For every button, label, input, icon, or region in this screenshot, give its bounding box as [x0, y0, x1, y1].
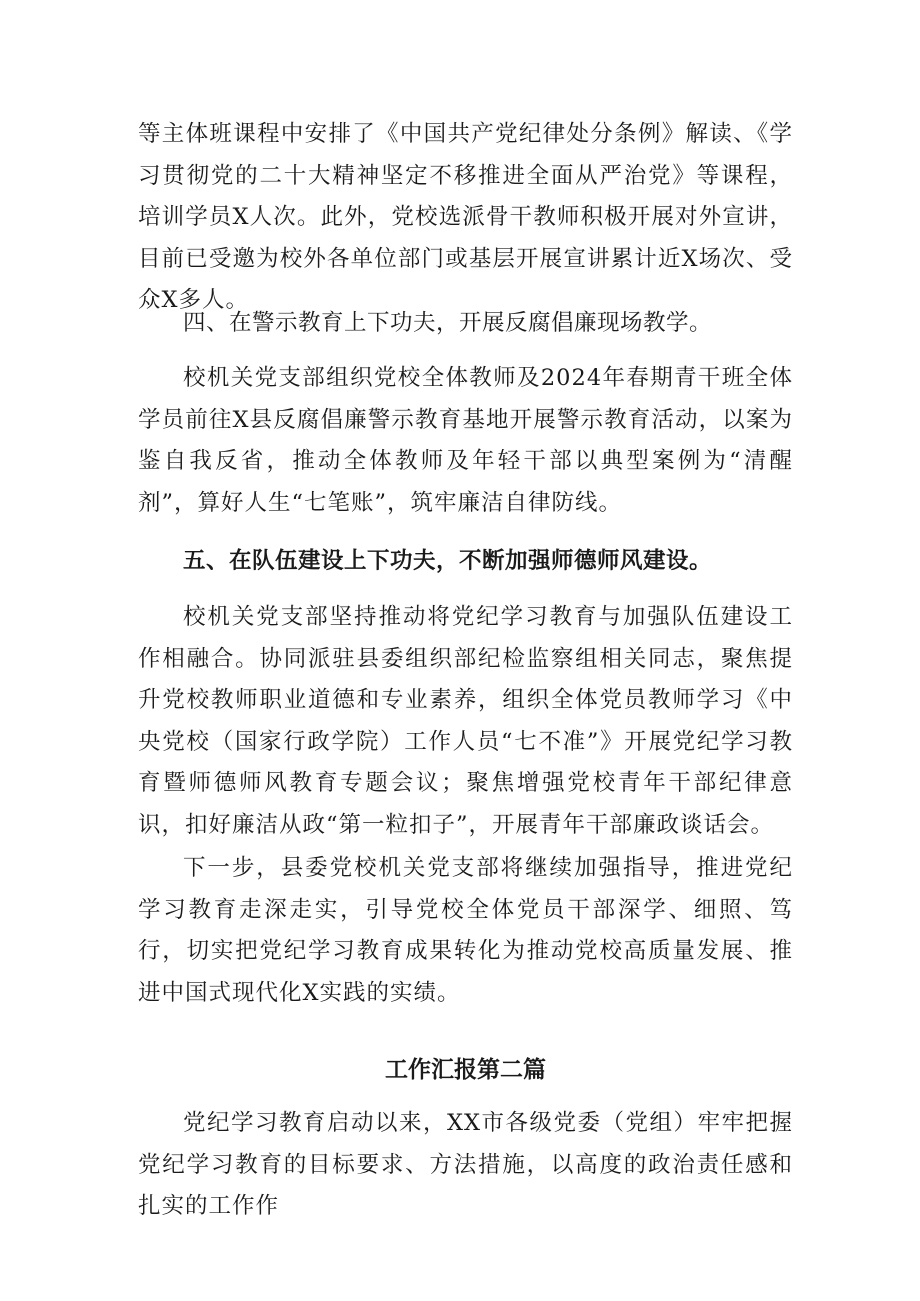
paragraph-next-step: 下一步，县委党校机关党支部将继续加强指导，推进党纪学习教育走深走实，引导党校全体党员干部深学、细照、笃行，切实把党纪学习教育成果转化为推动党校高质量发展、推进中国式现代化X实践的实绩。 — [138, 855, 793, 1006]
paragraph-warning-education: 校机关党支部组织党校全体教师及2024年春期青干班全体学员前往X县反腐倡廉警示教育基地开展警示教育活动，以案为鉴自我反省，推动全体教师及年轻干部以典型案例为“清醒剂”，算好人生“七笔账”，筑牢廉洁自律防线。 — [138, 365, 793, 516]
paragraph-team-building: 校机关党支部坚持推动将党纪学习教育与加强队伍建设工作相融合。协同派驻县委组织部纪检监察组相关同志，聚焦提升党校教师职业道德和专业素养，组织全体党员教师学习《中央党校（国家行政学院）工作人员“七不准”》开展党纪学习教育暨师德师风教育专题会议；聚焦增强党校青年干部纪律意识，扣好廉洁从政“第一粒扣子”，开展青年干部廉政谈话会。 — [138, 604, 793, 838]
paragraph-continuation: 等主体班课程中安排了《中国共产党纪律处分条例》解读、《学习贯彻党的二十大精神坚定不移推进全面从严治党》等课程，培训学员X人次。此外，党校选派骨干教师积极开展对外宣讲，目前已受邀为校外各单位部门或基层开展宣讲累计近X场次、受众X多人。 — [138, 121, 793, 313]
section-heading-team-building: 五、在队伍建设上下功夫，不断加强师德师风建设。 — [183, 548, 713, 574]
section-heading-warning-education: 四、在警示教育上下功夫，开展反腐倡廉现场教学。 — [183, 310, 713, 336]
section-title-second-report: 工作汇报第二篇 — [385, 1057, 546, 1083]
paragraph-second-report-intro: 党纪学习教育启动以来，XX市各级党委（党组）牢牢把握党纪学习教育的目标要求、方法措施，以高度的政治责任感和扎实的工作作 — [138, 1110, 793, 1219]
